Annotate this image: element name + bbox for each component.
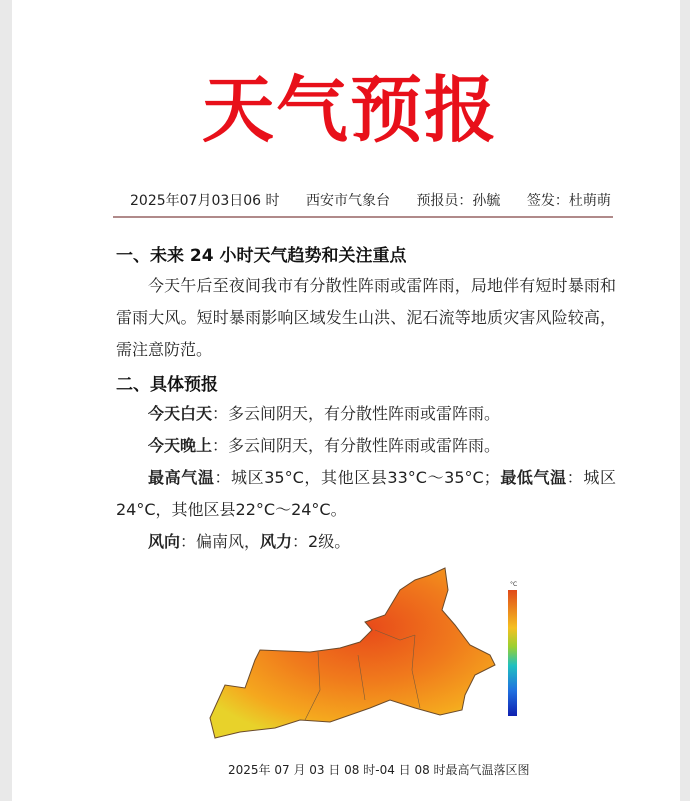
temperature-legend — [508, 590, 517, 716]
wind-force-text: ：2级。 — [292, 532, 351, 551]
max-temp-label: 最高气温 — [148, 468, 215, 487]
day-label: 今天白天 — [148, 404, 213, 423]
wind-forecast — [116, 526, 616, 558]
document-title: 天气预报 — [201, 68, 498, 152]
min-temp-text: ：城区24°C，其他区县22°C～24°C。 — [116, 468, 616, 519]
night-label: 今天晚上 — [148, 436, 213, 455]
max-temp-text: ：城区35°C，其他区县33°C～35°C； — [214, 468, 500, 487]
map-caption: 2025年 07 月 03 日 08 时-04 日 08 时最高气温落区图 — [228, 763, 530, 777]
header-divider — [113, 216, 613, 218]
wind-dir-label: 风向 — [148, 532, 181, 551]
temperature-map — [200, 560, 530, 760]
wind-dir-text: ：偏南风， — [180, 532, 261, 551]
issue-time: 2025年07月03日06 时 — [130, 193, 280, 209]
section1-heading: 一、未来 24 小时天气趋势和关注重点 — [116, 246, 407, 266]
wind-force-label: 风力 — [260, 532, 293, 551]
day-forecast — [116, 398, 616, 430]
night-text: ：多云间阴天，有分散性阵雨或雷阵雨。 — [212, 436, 501, 455]
min-temp-label: 最低气温 — [499, 468, 567, 487]
forecaster: 预报员：孙毓 — [416, 193, 501, 209]
temperature-forecast — [116, 462, 616, 526]
section2-heading: 二、具体预报 — [116, 375, 218, 395]
legend-unit: °C — [510, 581, 518, 588]
section1-body: 今天午后至夜间我市有分散性阵雨或雷阵雨，局地伴有短时暴雨和雷雨大风。短时暴雨影响区域发生山洪、泥石流等地质灾害风险较高，需注意防范。 — [116, 276, 616, 359]
issue-info — [130, 190, 633, 210]
issuing-office: 西安市气象台 — [305, 193, 390, 209]
day-text: ：多云间阴天，有分散性阵雨或雷阵雨。 — [212, 404, 501, 423]
region-outline — [210, 568, 495, 738]
night-forecast — [116, 430, 616, 462]
issuer: 签发：杜萌萌 — [526, 193, 611, 209]
